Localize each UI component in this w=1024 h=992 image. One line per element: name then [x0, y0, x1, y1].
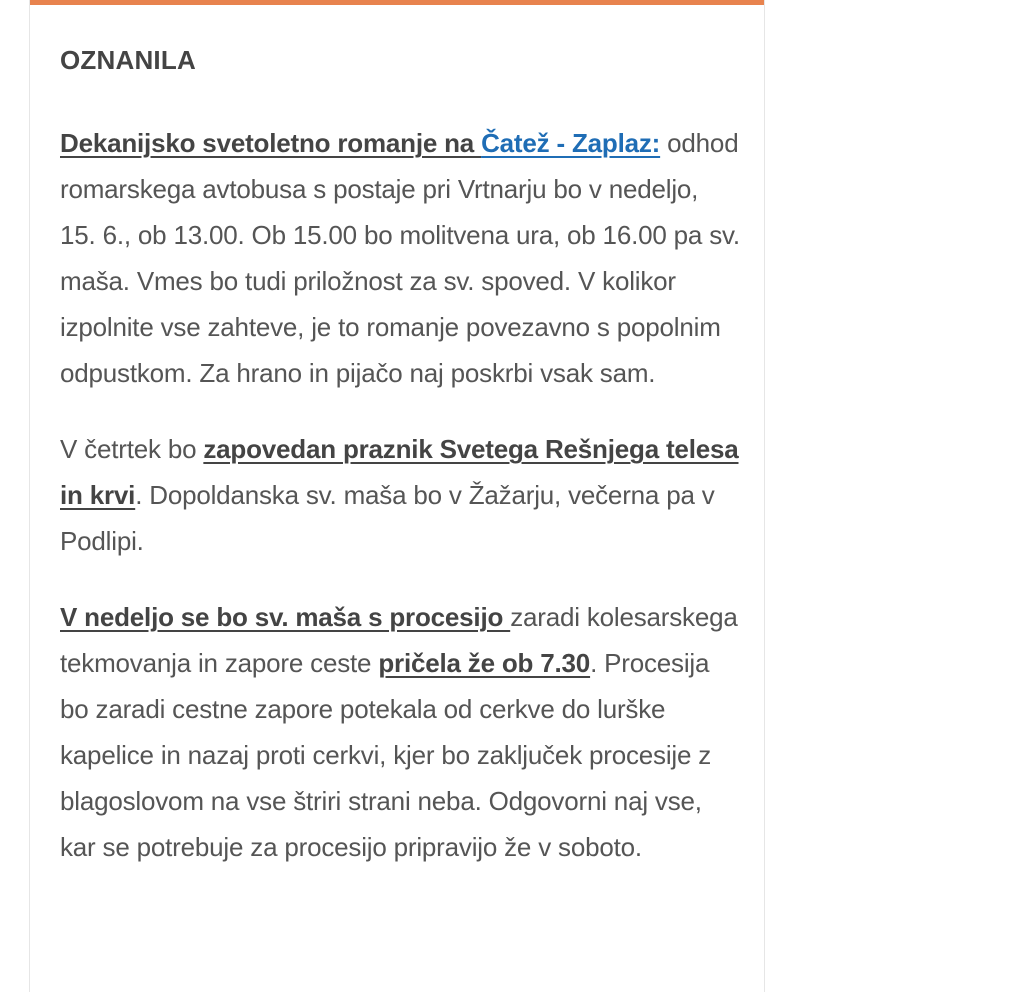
corpus-christi-text: . Dopoldanska sv. maša bo v Žažarju, večerna pa v Podlipi.	[60, 480, 715, 556]
procession-text-2: . Procesija bo zaradi cestne zapore potekala od cerkve do lurške kapelice in nazaj proti cerkvi, kjer bo zaključek procesije z blagoslovom na vse štriri strani neba. Odgovorni naj vse, kar se potrebuje za procesijo pripravijo že v soboto.	[60, 648, 712, 862]
procession-time: pričela že ob 7.30	[378, 648, 591, 678]
pilgrimage-text: odhod romarskega avtobusa s postaje pri Vrtnarju bo v nedeljo, 15. 6., ob 13.00. Ob 15.00 bo molitvena ura, ob 16.00 pa sv. maša. Vmes bo tudi priložnost za sv. spoved. V kolikor izpolnite vse zahteve, je to romanje povezavno s popolnim odpustkom. Za hrano in pijačo naj poskrbi vsak sam.	[60, 128, 740, 388]
procession-text-1: zaradi kolesarskega tekmovanja in zapore ceste	[60, 602, 738, 678]
procession-title: V nedeljo se bo sv. maša s procesijo	[60, 602, 511, 632]
paragraph-procession	[60, 594, 740, 870]
paragraph-corpus-christi	[60, 426, 740, 564]
paragraph-pilgrimage	[60, 120, 740, 396]
section-heading: OZNANILA	[60, 45, 196, 75]
corpus-christi-title: zapovedan praznik Svetega Rešnjega telesa in krvi	[60, 434, 739, 510]
accent-bar	[30, 0, 764, 5]
corpus-christi-intro: V četrtek bo	[60, 434, 204, 464]
announcement-content	[60, 42, 740, 900]
pilgrimage-title: Dekanijsko svetoletno romanje na	[60, 128, 482, 158]
pilgrimage-link[interactable]: Čatež - Zaplaz:	[481, 128, 661, 158]
announcement-card	[29, 0, 765, 992]
